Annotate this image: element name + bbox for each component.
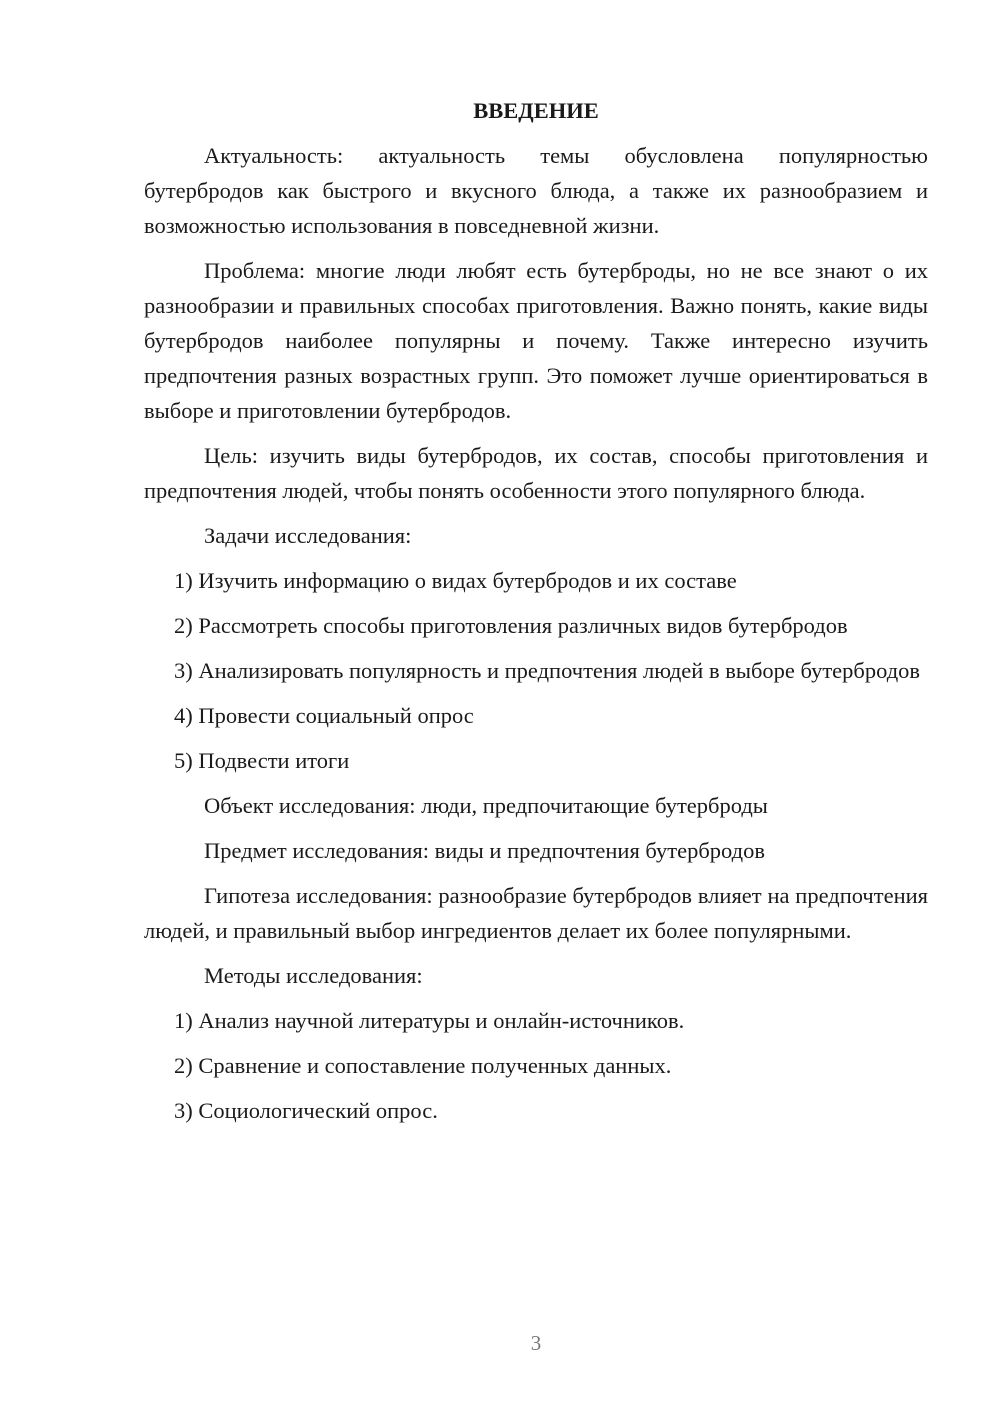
task-item: 5) Подвести итоги xyxy=(174,748,350,773)
page-number: 3 xyxy=(530,1331,542,1355)
task-item: 1) Изучить информацию о видах бутербродов и их составе xyxy=(174,568,737,593)
method-item: 2) Сравнение и сопоставление полученных данных. xyxy=(174,1053,672,1078)
goal-paragraph: Цель: изучить виды бутербродов, их состав, способы приготовления и предпочтения людей, чтобы понять особенности этого популярного блюда. xyxy=(144,443,928,503)
task-item: 4) Провести социальный опрос xyxy=(174,703,474,728)
method-item: 1) Анализ научной литературы и онлайн-источников. xyxy=(174,1008,685,1033)
subject-paragraph: Предмет исследования: виды и предпочтения бутербродов xyxy=(204,838,765,863)
problem-paragraph: Проблема: многие люди любят есть бутерброды, но не все знают о их разнообразии и правильных способах приготовления. Важно понять, какие виды бутербродов наиболее популярны и почему. Также интересно изучить предпочтения разных возрастных групп. Это поможет лучше ориентироваться в выборе и приготовлении бутербродов. xyxy=(144,258,928,423)
task-item: 2) Рассмотреть способы приготовления различных видов бутербродов xyxy=(174,613,848,638)
hypothesis-paragraph: Гипотеза исследования: разнообразие бутербродов влияет на предпочтения людей, и правильный выбор ингредиентов делает их более популярными. xyxy=(144,883,928,943)
method-item: 3) Социологический опрос. xyxy=(174,1098,438,1123)
object-paragraph: Объект исследования: люди, предпочитающие бутерброды xyxy=(204,793,768,818)
document-page xyxy=(144,93,928,1138)
task-item: 3) Анализировать популярность и предпочтения людей в выборе бутербродов xyxy=(174,658,921,683)
relevance-paragraph: Актуальность: актуальность темы обусловлена популярностью бутербродов как быстрого и вкусного блюда, а также их разнообразием и возможностью использования в повседневной жизни. xyxy=(144,143,928,238)
methods-heading: Методы исследования: xyxy=(204,963,423,988)
tasks-heading: Задачи исследования: xyxy=(204,523,412,548)
section-title: ВВЕДЕНИЕ xyxy=(473,98,599,123)
